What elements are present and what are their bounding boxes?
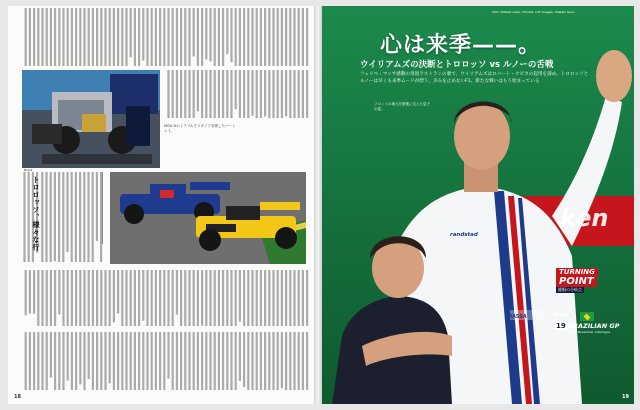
text-line xyxy=(285,8,287,66)
text-line xyxy=(41,270,43,326)
text-line xyxy=(125,332,127,390)
text-line xyxy=(205,8,207,60)
text-line xyxy=(167,332,169,379)
gp-name: BRAZILIAN GP xyxy=(568,322,620,330)
text-line xyxy=(302,70,304,118)
text-line xyxy=(100,332,102,390)
text-line xyxy=(176,8,178,66)
text-line xyxy=(243,70,245,118)
text-line xyxy=(159,270,161,326)
text-line xyxy=(50,270,52,326)
text-line xyxy=(71,270,73,326)
text-line xyxy=(62,8,64,66)
text-line xyxy=(25,270,27,315)
text-line xyxy=(62,172,64,262)
text-line xyxy=(96,172,98,241)
text-line xyxy=(243,8,245,66)
text-line xyxy=(138,332,140,390)
text-line xyxy=(272,270,274,326)
text-line xyxy=(256,70,258,118)
text-line xyxy=(188,70,190,118)
text-line xyxy=(79,8,81,66)
text-line xyxy=(201,332,203,390)
text-line xyxy=(222,8,224,66)
text-line xyxy=(67,332,69,381)
text-line xyxy=(239,8,241,66)
text-line xyxy=(251,270,253,326)
text-line xyxy=(197,270,199,326)
text-line xyxy=(306,70,308,118)
column-rule xyxy=(102,172,103,244)
text-line xyxy=(214,270,216,326)
left-page xyxy=(8,6,314,404)
text-line xyxy=(67,270,69,326)
text-line xyxy=(289,70,291,118)
round-label: Round xyxy=(554,312,569,317)
text-line xyxy=(298,70,300,118)
text-line xyxy=(197,332,199,390)
text-line xyxy=(239,70,241,118)
text-line xyxy=(201,70,203,118)
text-line xyxy=(298,332,300,390)
text-line xyxy=(134,270,136,326)
text-line xyxy=(193,8,195,57)
text-line xyxy=(230,70,232,118)
round-badge xyxy=(554,312,628,336)
photo-caption-small: Brazil xyxy=(24,168,33,172)
track-cars-illustration xyxy=(110,172,306,264)
text-line xyxy=(37,8,39,66)
text-line xyxy=(230,270,232,326)
text-line xyxy=(92,8,94,66)
text-line xyxy=(142,8,144,61)
text-line xyxy=(71,332,73,390)
gp-date: 12-10 November, Interlagos xyxy=(568,330,611,334)
text-line xyxy=(79,270,81,326)
text-line xyxy=(121,332,123,390)
background-brand-text: ken xyxy=(560,204,609,232)
text-line xyxy=(50,8,52,66)
text-line xyxy=(214,8,216,66)
text-line xyxy=(75,8,77,66)
text-line xyxy=(142,270,144,321)
text-line xyxy=(264,8,266,66)
text-line xyxy=(172,70,174,118)
text-line xyxy=(193,332,195,390)
text-line xyxy=(209,270,211,326)
text-line xyxy=(226,332,228,390)
sponsor-chest: randstad xyxy=(450,232,478,238)
text-line xyxy=(146,332,148,390)
text-line xyxy=(87,172,89,262)
text-line xyxy=(113,8,115,66)
text-line xyxy=(201,270,203,326)
text-line xyxy=(29,8,31,66)
text-line xyxy=(293,70,295,118)
text-line xyxy=(50,172,52,262)
text-line xyxy=(247,270,249,326)
text-line xyxy=(159,8,161,66)
text-line xyxy=(163,270,165,326)
text-line xyxy=(226,70,228,118)
text-line xyxy=(58,172,60,262)
text-line xyxy=(293,332,295,390)
text-line xyxy=(100,8,102,66)
text-line xyxy=(264,270,266,326)
text-line xyxy=(62,332,64,390)
text-line xyxy=(46,8,48,66)
text-line xyxy=(268,70,270,118)
text-line xyxy=(46,270,48,326)
lead-text: フェリペ・マッサ感動の母国ラストランの裏で、ウイリアムズはロバート・クビカの起用を諦め、トロロッソとルノーは早くも来季ムードが漂う。歩みを止めないF1。新たな戦いはもう始まっている xyxy=(360,72,589,84)
text-line xyxy=(214,70,216,118)
text-line xyxy=(96,8,98,66)
photo-credit: Text: Hideaki Gaan / Photos: LAT Images, Hideaki Gaan xyxy=(492,10,575,14)
text-line xyxy=(247,70,249,118)
text-line xyxy=(251,70,253,116)
text-line xyxy=(180,332,182,390)
text-line xyxy=(163,8,165,66)
text-line xyxy=(45,172,47,262)
text-line xyxy=(268,8,270,66)
text-line xyxy=(222,270,224,326)
text-line xyxy=(289,8,291,66)
text-line xyxy=(92,270,94,326)
text-line xyxy=(180,270,182,326)
text-line xyxy=(302,332,304,390)
text-line xyxy=(209,70,211,118)
text-line xyxy=(96,332,98,390)
text-line xyxy=(281,270,283,326)
logo-line1: TURNING xyxy=(556,268,598,276)
text-line xyxy=(151,332,153,390)
text-line xyxy=(226,8,228,54)
text-line xyxy=(268,270,270,326)
text-line xyxy=(109,8,111,66)
text-line xyxy=(256,332,258,390)
text-line xyxy=(67,8,69,66)
sponsor-sleeve: MASSA xyxy=(507,314,527,320)
text-line xyxy=(104,8,106,66)
text-line xyxy=(117,332,119,390)
text-line xyxy=(251,8,253,66)
text-line xyxy=(289,270,291,326)
text-line xyxy=(222,70,224,118)
text-line xyxy=(54,332,56,390)
text-line xyxy=(100,270,102,326)
text-line xyxy=(176,70,178,118)
text-line xyxy=(37,270,39,326)
text-block-bottom xyxy=(25,270,309,390)
text-line xyxy=(92,172,94,262)
text-line xyxy=(205,332,207,390)
text-line xyxy=(66,172,68,252)
text-line xyxy=(176,332,178,390)
text-line xyxy=(256,8,258,66)
text-line xyxy=(75,332,77,390)
text-line xyxy=(302,8,304,66)
text-line xyxy=(302,270,304,326)
text-line xyxy=(58,8,60,66)
text-line xyxy=(222,332,224,390)
text-line xyxy=(130,270,132,326)
text-line xyxy=(235,270,237,326)
text-line xyxy=(83,8,85,66)
text-line xyxy=(218,70,220,118)
page-number-left: 18 xyxy=(14,394,21,400)
text-line xyxy=(209,332,211,390)
text-line xyxy=(264,332,266,390)
text-line xyxy=(272,8,274,66)
text-line xyxy=(155,8,157,66)
text-line xyxy=(138,270,140,326)
text-line xyxy=(306,270,308,326)
text-line xyxy=(88,270,90,326)
text-line xyxy=(125,270,127,326)
text-line xyxy=(239,332,241,381)
text-line xyxy=(251,332,253,390)
text-line xyxy=(184,70,186,118)
text-line xyxy=(41,8,43,66)
text-line xyxy=(33,332,35,390)
text-line xyxy=(125,8,127,66)
text-line xyxy=(79,172,81,262)
text-line xyxy=(306,332,308,390)
text-line xyxy=(184,8,186,66)
text-line xyxy=(25,332,27,390)
text-line xyxy=(163,332,165,390)
section-heading: トロロッソ、様々な行 xyxy=(32,176,40,251)
text-line xyxy=(285,270,287,326)
text-line xyxy=(33,8,35,66)
text-line xyxy=(277,332,279,390)
text-line xyxy=(188,270,190,326)
text-line xyxy=(172,332,174,390)
text-line xyxy=(109,270,111,326)
text-line xyxy=(205,270,207,326)
text-line xyxy=(117,270,119,313)
brazil-flag-icon xyxy=(580,312,594,321)
text-line xyxy=(29,270,31,314)
text-line xyxy=(71,172,73,262)
text-line xyxy=(264,70,266,117)
text-line xyxy=(193,70,195,118)
text-line xyxy=(214,332,216,390)
text-line xyxy=(281,332,283,388)
text-line xyxy=(75,172,77,262)
page-number-right: 19 xyxy=(622,394,629,400)
text-line xyxy=(281,70,283,118)
hero-caption: フロントの地元を最後に支えた息子の姿。 xyxy=(374,102,430,111)
text-line xyxy=(277,270,279,326)
text-line xyxy=(92,332,94,390)
text-line xyxy=(260,70,262,118)
text-line xyxy=(109,332,111,383)
text-line xyxy=(96,270,98,326)
text-line xyxy=(130,332,132,390)
text-line xyxy=(83,270,85,326)
text-line xyxy=(104,270,106,326)
text-line xyxy=(58,270,60,314)
text-line xyxy=(23,172,25,262)
text-line xyxy=(121,8,123,66)
text-line xyxy=(58,332,60,390)
text-line xyxy=(197,8,199,66)
text-line xyxy=(54,172,56,261)
text-line xyxy=(188,8,190,66)
text-line xyxy=(235,70,237,109)
text-line xyxy=(151,8,153,66)
text-line xyxy=(298,8,300,66)
text-line xyxy=(260,332,262,390)
text-line xyxy=(247,8,249,66)
text-line xyxy=(62,270,64,326)
text-line xyxy=(28,172,30,262)
text-line xyxy=(193,270,195,326)
text-line xyxy=(83,332,85,390)
text-line xyxy=(277,8,279,66)
text-line xyxy=(113,270,115,322)
text-line xyxy=(146,270,148,326)
text-line xyxy=(243,270,245,326)
text-line xyxy=(41,172,43,262)
text-line xyxy=(247,332,249,390)
photo-garage-car xyxy=(22,70,160,168)
text-line xyxy=(54,270,56,326)
text-line xyxy=(306,8,308,66)
text-line xyxy=(113,332,115,390)
text-line xyxy=(155,332,157,390)
text-line xyxy=(268,332,270,390)
text-line xyxy=(54,8,56,66)
text-line xyxy=(25,8,27,66)
text-line xyxy=(180,70,182,118)
text-line xyxy=(180,8,182,66)
spine-gutter xyxy=(314,6,322,404)
text-line xyxy=(188,332,190,390)
text-line xyxy=(172,270,174,326)
text-line xyxy=(167,270,169,326)
text-line xyxy=(146,8,148,66)
text-line xyxy=(155,270,157,326)
text-line xyxy=(167,70,169,118)
text-line xyxy=(134,8,136,66)
text-line xyxy=(142,332,144,390)
text-line xyxy=(104,332,106,390)
text-line xyxy=(218,332,220,390)
text-line xyxy=(235,8,237,66)
text-line xyxy=(201,8,203,66)
text-line xyxy=(88,332,90,379)
text-line xyxy=(71,8,73,66)
text-line xyxy=(293,8,295,66)
logo-line2: POINT xyxy=(556,276,597,287)
text-line xyxy=(256,270,258,326)
text-line xyxy=(184,270,186,326)
text-line xyxy=(285,332,287,390)
text-line xyxy=(75,270,77,326)
logo-subtitle: 鍵眼の分岐点 xyxy=(558,287,582,292)
text-line xyxy=(239,270,241,322)
right-page xyxy=(322,6,634,404)
text-line xyxy=(289,332,291,390)
text-line xyxy=(134,332,136,390)
text-line xyxy=(281,8,283,66)
text-line xyxy=(230,8,232,62)
text-line xyxy=(159,332,161,390)
text-line xyxy=(83,172,85,262)
text-line xyxy=(298,270,300,326)
headline: 心は来季——。 xyxy=(380,33,542,58)
text-line xyxy=(205,70,207,118)
text-line xyxy=(117,8,119,66)
text-line xyxy=(243,332,245,387)
text-line xyxy=(197,70,199,111)
text-line xyxy=(272,70,274,118)
text-line xyxy=(272,332,274,390)
text-line xyxy=(121,270,123,326)
text-line xyxy=(260,8,262,66)
text-line xyxy=(50,332,52,377)
text-line xyxy=(29,332,31,390)
text-line xyxy=(218,270,220,326)
text-line xyxy=(167,8,169,66)
text-line xyxy=(151,270,153,326)
photo-caption-top: MGU-Hのトラブルでリタイアを喫したハートレイ。 xyxy=(164,124,236,133)
text-line xyxy=(209,8,211,61)
text-line xyxy=(130,8,132,57)
text-line xyxy=(184,332,186,390)
text-line xyxy=(230,332,232,390)
text-line xyxy=(88,8,90,66)
text-line xyxy=(41,332,43,390)
text-line xyxy=(277,70,279,118)
text-line xyxy=(138,8,140,66)
garage-car-illustration xyxy=(22,70,160,168)
text-line xyxy=(46,332,48,390)
text-line xyxy=(79,332,81,384)
text-line xyxy=(172,8,174,66)
round-number: 19 xyxy=(556,322,566,330)
text-line xyxy=(260,270,262,326)
text-line xyxy=(176,270,178,314)
text-line xyxy=(218,8,220,66)
text-line xyxy=(285,70,287,116)
turning-point-logo xyxy=(556,268,620,304)
text-line xyxy=(33,270,35,314)
text-line xyxy=(235,332,237,390)
photo-track-cars xyxy=(110,172,306,264)
subheadline: ウイリアムズの決断とトロロッソ vs ルノーの舌戦 xyxy=(360,60,554,70)
text-line xyxy=(293,270,295,326)
text-line xyxy=(37,332,39,390)
text-line xyxy=(226,270,228,326)
